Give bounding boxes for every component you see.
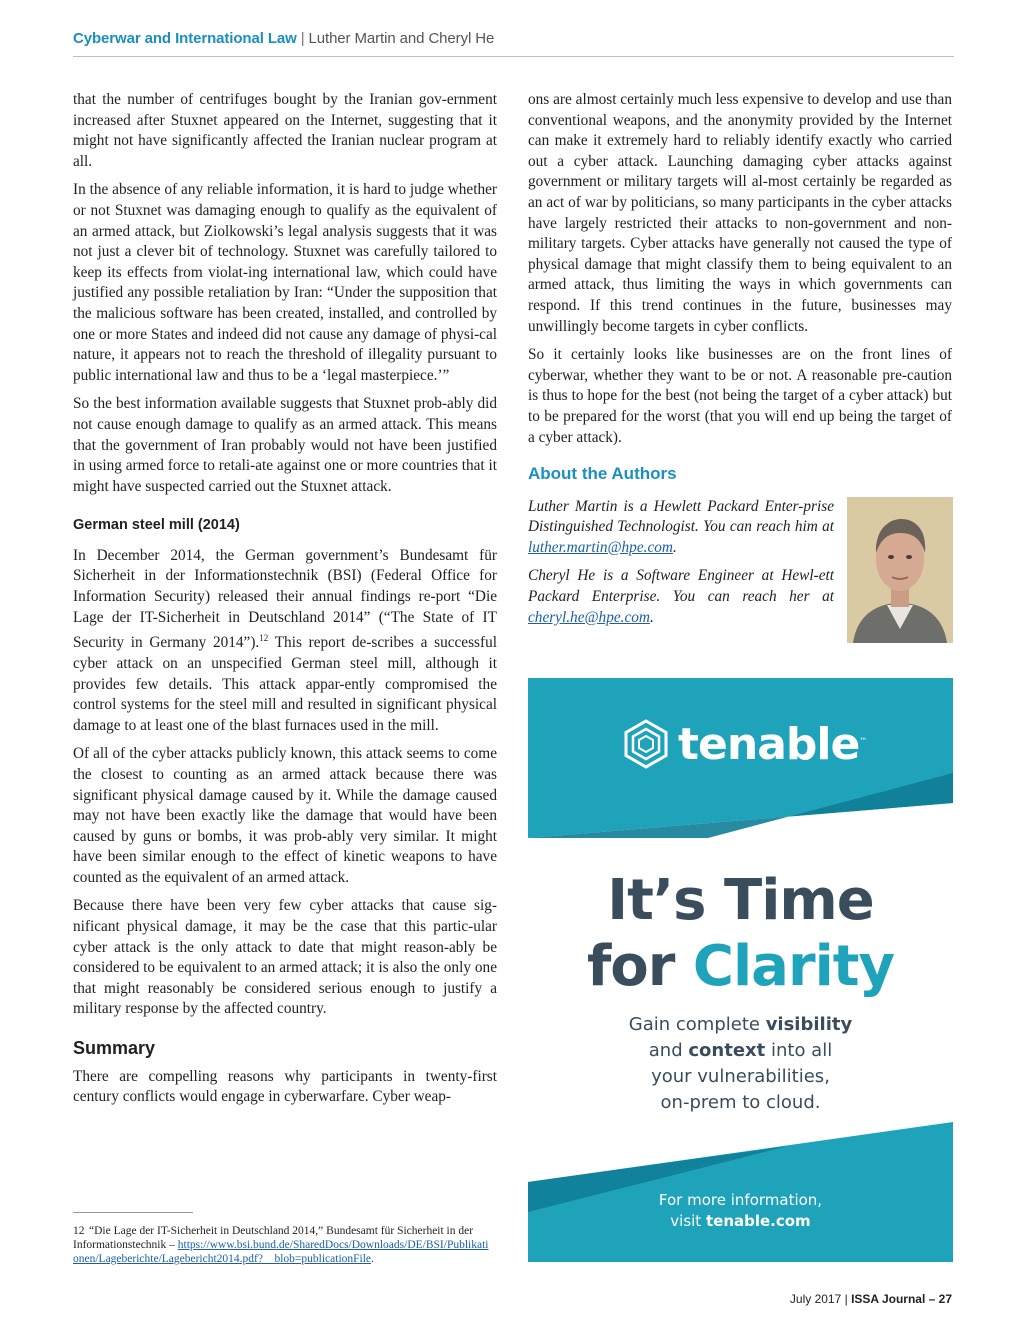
footnote-number: 12 (73, 1225, 85, 1237)
running-header (73, 30, 494, 47)
more-info-line2 (528, 1211, 953, 1232)
header-separator: | (300, 30, 305, 47)
left-column (73, 90, 497, 1116)
paragraph: So it certainly looks like businesses are on the front lines of cyberwar, whether they want to be or not. A reasonable pre-caution is thus to hope for the best (not being the target of a cyber attack) but to be prepared for the worst (that you will end up being the target of a cyber attack). (528, 346, 952, 446)
tenable-hexagon-icon (620, 718, 672, 770)
footnote-text: “Die Lage der IT-Sicherheit in Deutschland 2014,” Bundesamt für Sicherheit in der Informationstechnik – (73, 1225, 474, 1251)
issue-date: July 2017 (789, 1292, 842, 1306)
paragraph: There are compelling reasons why participants in twenty-first century conflicts would engage in cyberwarfare. Cyber weap- (73, 1067, 497, 1106)
author-photo (847, 497, 953, 643)
paragraph-text: In December 2014, the German government’s Bundesamt für Sicherheit in der Informationstechnik (BSI) (Federal Office for Information Security) released their annual findings re-port “Die Lage der IT-Sicherheit in Deutschland 2014” (“The State of IT Security in Germany 2014”). (73, 546, 497, 652)
subcopy-bold: visibility (765, 1014, 853, 1035)
tenable-advertisement[interactable] (528, 678, 953, 1262)
headline-line2 (528, 934, 953, 1000)
bio-end: . (672, 538, 677, 556)
section-heading-steel-mill: German steel mill (2014) (73, 517, 240, 534)
subcopy-line2 (528, 1038, 953, 1064)
journal-page: ISSA Journal – 27 (851, 1292, 952, 1306)
tenable-url-link[interactable]: tenable.com (705, 1212, 811, 1230)
bio-text: Luther Martin is a Hewlett Packard Enter-prise Distinguished Technologist. You can reach him at (528, 497, 834, 536)
ad-subcopy (528, 1012, 953, 1116)
footnote-rule (73, 1212, 193, 1213)
bio-end: . (649, 608, 654, 626)
brand-wordmark (678, 719, 866, 770)
bio-luther (528, 497, 834, 559)
subcopy-line4: on-prem to cloud. (660, 1092, 821, 1113)
article-authors: Luther Martin and Cheryl He (308, 30, 495, 47)
footnote-end: . (371, 1253, 374, 1265)
page-footer (790, 1292, 952, 1306)
about-authors-heading: About the Authors (528, 464, 677, 484)
email-link-cheryl[interactable]: cheryl.he@hpe.com (528, 608, 650, 626)
section-heading-summary: Summary (73, 1038, 156, 1059)
headline-accent: Clarity (692, 934, 895, 999)
headline-for: for (586, 934, 693, 999)
bio-text: Cheryl He is a Software Engineer at Hewl-ett Packard Enterprise. You can reach her at (528, 567, 834, 606)
footnote-link[interactable]: https://www.bsi.bund.de/SharedDocs/Downloads/DE/BSI/Publikationen/Lageberichte/Lagebericht2014.pdf?__blob=publicationFile (73, 1239, 489, 1265)
paragraph: Of all of the cyber attacks publicly known, this attack seems to come the closest to counting as an armed attack because there was significant physical damage caused by it. While the damage caused may not have been exactly like the damage that would have been caused by guns or bombs, it was prob-ably very similar. It might have been similar enough to the effect of kinetic weapons to have counted as the equivalent of an armed attack. (73, 745, 497, 886)
subcopy-text: and (648, 1040, 689, 1061)
tenable-logo (620, 718, 866, 770)
paragraph (73, 546, 497, 736)
subcopy-text: into all (765, 1040, 833, 1061)
more-info-visit: visit (670, 1212, 706, 1230)
paragraph: So the best information available suggests that Stuxnet prob-ably did not cause enough damage to qualify as an armed attack. This means that the government of Iran probably would not have been justified in using armed force to retali-ate against one or more countries that it might have suspected carried out the Stuxnet attack. (73, 395, 497, 495)
footnote (73, 1224, 493, 1266)
bio-cheryl (528, 566, 834, 628)
headline-line1: It’s Time (607, 868, 874, 933)
header-rule (73, 56, 954, 57)
paragraph: that the number of centrifuges bought by the Iranian gov-ernment increased after Stuxnet appeared on the Internet, suggesting that it might not have significantly affected the Iranian nuclear program at all. (73, 91, 497, 170)
footnote-ref[interactable]: 12 (259, 633, 269, 644)
ad-headline (528, 868, 953, 1000)
subcopy-line3: your vulnerabilities, (651, 1066, 830, 1087)
paragraph: ons are almost certainly much less expensive to develop and use than conventional weapons, and the anonymity provided by the Internet can make it extremely hard to reliably identify exactly who carried out a cyber attack. Launching damaging cyber attacks against government or military targets will al-most certainly be regarded as an act of war by politicians, so many participants in the cyber attacks have largely restricted their attacks to non-government and non-military targets. Cyber attacks have generally not caused the type of physical damage that might classify them to being equivalent to an armed attack, thus limiting the ways in which governments can respond. If this trend continues in the future, businesses may unwillingly become targets in cyber conflicts. (528, 91, 952, 335)
subcopy-bold: context (688, 1040, 766, 1061)
portrait-image (847, 497, 953, 643)
footer-separator: | (841, 1292, 852, 1306)
subcopy-line1 (528, 1012, 953, 1038)
brand-name: tenable (678, 718, 860, 770)
paragraph: In the absence of any reliable information, it is hard to judge whether or not Stuxnet was damaging enough to qualify as the equivalent of an armed attack, but Ziolkowski’s legal analysis suggests that it was not just a clever bit of technology. Stuxnet was carefully tailored to keep its effects from violat-ing international law, which could have justified any possible retaliation by Iran: “Under the supposition that the malicious software has been created, installed, and controlled by one or more States and indeed did not cause any damage of physi-cal nature, it appears not to reach the threshold of illegality pursuant to public international law and thus to be a ‘legal masterpiece.’” (73, 181, 497, 384)
subcopy-text: Gain complete (628, 1014, 766, 1035)
author-bios (528, 497, 834, 629)
article-title: Cyberwar and International Law (73, 30, 297, 47)
trademark-symbol: ™ (859, 735, 867, 745)
email-link-luther[interactable]: luther.martin@hpe.com (528, 538, 673, 556)
paragraph-text: This report de-scribes a successful cyber attack on an unspecified German steel mill, although it provides few details. This attack appar-ently compromised the control systems for the steel mill and resulted in significant physical damage to at least one of the blast furnaces used in the mill. (73, 634, 497, 734)
more-info-line1: For more information, (658, 1191, 823, 1209)
paragraph: Because there have been very few cyber attacks that cause sig-nificant physical damage, it may be the case that this partic-ular cyber attack is the only attack to date that might reason-ably be considered to be equivalent to an armed attack; it is also the only one that might reasonably be considered serious enough to justify a military response by the affected country. (73, 897, 497, 1018)
ad-more-info[interactable] (528, 1190, 953, 1232)
